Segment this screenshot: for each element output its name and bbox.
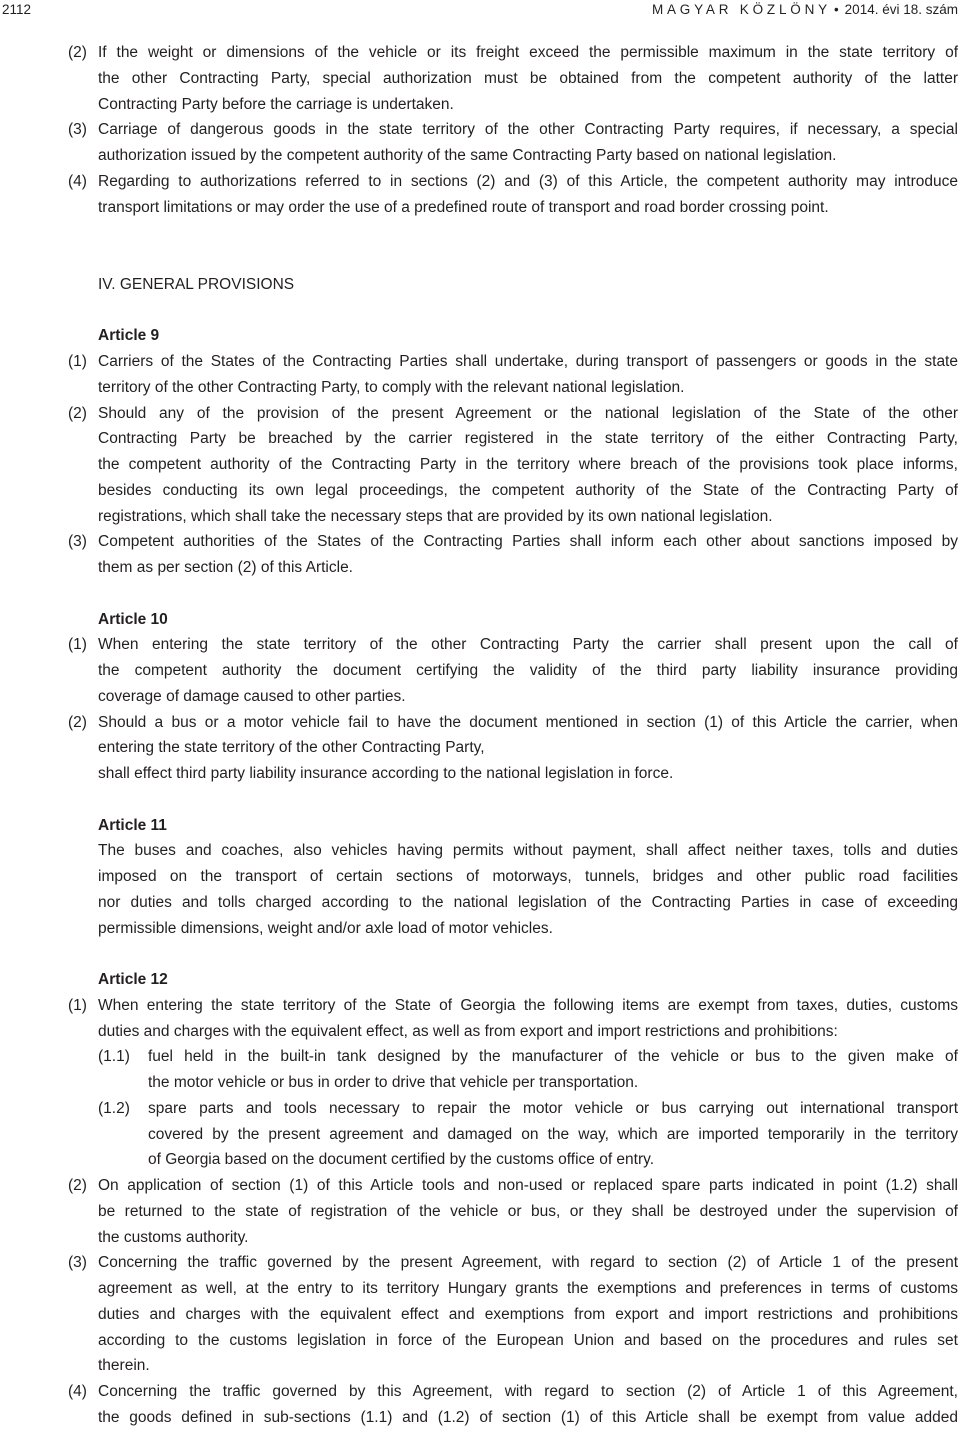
article-body [0,632,960,787]
paragraph [98,838,958,941]
paragraph-number: (1) [68,636,87,654]
text-line: Contracting Party be breached by the carrier registered in the state territory of the either Contracting Party, [98,430,958,448]
paragraph [68,117,958,169]
sub-item [98,1096,958,1173]
paragraph-number: (1) [68,353,87,370]
text-line: entering the state territory of the other Contracting Party, [98,739,485,757]
text-line: permissible dimensions, weight and/or axle load of motor vehicles. [98,919,553,937]
text-line: territory of the other Contracting Party, to comply with the relevant national legislation. [98,378,685,396]
paragraph-number: (2) [68,1177,87,1194]
text-line: besides conducting its own legal proceedings, the competent authority of the State of the Contracting Party of [98,481,958,499]
article-title: Article 12 [98,971,168,988]
text-line: Should a bus or a motor vehicle fail to have the document mentioned in section (1) of this Article the carrier, when [98,713,958,731]
text-line: Contracting Party before the carriage is undertaken. [98,95,454,113]
header-separator: • [833,2,839,17]
paragraph [68,1379,958,1431]
text-line: Regarding to authorizations referred to in sections (2) and (3) of this Article, the competent authority may introduce [98,172,958,190]
sub-item-number: (1.2) [98,1099,130,1117]
paragraph [68,529,958,581]
text-line: Concerning the traffic governed by this Agreement, with regard to section (2) of Article 1 of this Agreement, [98,1383,958,1400]
text-line: therein. [98,1357,150,1375]
article-11 [0,813,960,942]
text-line: the goods defined in sub-sections (1.1) and (1.2) of section (1) of this Article shall be exempt from value added [98,1408,958,1426]
text-line: The buses and coaches, also vehicles having permits without payment, shall affect neither taxes, tolls and duties [98,842,958,860]
text-line: Carriers of the States of the Contracting Parties shall undertake, during transport of passengers or goods in the state [98,353,958,370]
paragraph [68,349,958,401]
section-heading: IV. GENERAL PROVISIONS [98,275,295,293]
article-10 [0,607,960,787]
text-line: spare parts and tools necessary to repair the motor vehicle or bus carrying out international transport [148,1099,958,1117]
text-line: them as per section (2) of this Article. [98,559,353,576]
paragraph-number: (4) [68,1383,87,1400]
article-title: Article 11 [98,816,167,834]
text-line: When entering the state territory of the other Contracting Party the carrier shall present upon the call of [98,636,958,654]
text-line: the customs authority. [98,1228,249,1246]
text-line: be returned to the state of registration of the vehicle or bus, or they shall be destroyed under the supervision of [98,1202,958,1220]
text-line: of Georgia based on the document certified by the customs office of entry. [148,1151,655,1169]
paragraph-number: (1) [68,996,87,1014]
text-line: On application of section (1) of this Article tools and non-used or replaced spare parts indicated in point (1.2) shall [98,1177,958,1194]
text-line: agreement as well, at the entry to its territory Hungary grants the exemptions and preferences in terms of customs [98,1280,958,1297]
text-line: authorization issued by the competent authority of the same Contracting Party based on national legislation. [98,147,837,164]
page-header [0,1,960,18]
paragraph [68,632,958,709]
paragraph [68,169,958,221]
text-line: fuel held in the built-in tank designed by the manufacturer of the vehicle or bus to the given make of [148,1048,958,1066]
paragraph [68,993,958,1173]
issue-number: 2014. évi 18. szám [844,2,958,17]
paragraph [68,40,958,117]
paragraph-number: (3) [68,533,87,551]
text-line: the competent authority the document certifying the validity of the third party liability insurance providing [98,662,958,679]
text-line: covered by the present agreement and damaged on the way, which are imported temporarily in the territory [148,1125,958,1143]
paragraph-number: (2) [68,404,87,422]
text-line: Concerning the traffic governed by the present Agreement, with regard to section (2) of Article 1 of the present [98,1254,958,1272]
article-body [0,349,960,581]
text-line: duties and charges with the equivalent effect, as well as from export and import restrictions and prohibitions: [98,1022,838,1040]
article-12 [0,967,960,1431]
journal-title: MAGYAR KÖZLÖNY [651,2,831,17]
article-body [0,838,960,941]
text-line: the other Contracting Party, special authorization must be obtained from the competent authority of the latter [98,69,958,87]
sub-item [98,1044,958,1096]
article-9 [0,323,960,581]
intro-paragraphs [0,40,960,220]
paragraph-number: (2) [68,44,87,61]
paragraph-number: (4) [68,172,87,190]
text-line: imposed on the transport of certain sections of motorways, tunnels, bridges and other public road facilities [98,868,958,885]
text-line: transport limitations or may order the use of a predefined route of transport and road border crossing point. [98,198,829,216]
journal-issue-info [652,1,958,18]
paragraph [68,710,958,787]
text-line: according to the customs legislation in force of the European Union and based on the procedures and rules set [98,1331,958,1349]
page-number: 2112 [2,2,32,17]
text-line: Carriage of dangerous goods in the state territory of the other Contracting Party requires, if necessary, a special [98,121,958,139]
paragraph [68,1173,958,1250]
paragraph-number: (3) [68,121,87,139]
article-body [0,993,960,1431]
article-title: Article 10 [98,610,168,628]
sub-item-number: (1.1) [98,1048,130,1066]
document-body [0,40,960,1431]
paragraph [68,1250,958,1379]
text-line: shall effect third party liability insurance according to the national legislation in force. [98,765,674,782]
text-line: duties and charges with the equivalent effect and exemptions from export and import restrictions and prohibitions [98,1305,958,1323]
text-line: nor duties and tolls charged according to the national legislation of the Contracting Parties in case of exceeding [98,893,958,911]
article-title: Article 9 [98,327,160,345]
text-line: the motor vehicle or bus in order to drive that vehicle per transportation. [148,1074,639,1091]
text-line: coverage of damage caused to other parties. [98,687,406,705]
text-line: Should any of the provision of the present Agreement or the national legislation of the State of the other [98,404,958,422]
paragraph [68,401,958,530]
text-line: registrations, which shall take the necessary steps that are provided by its own national legislation. [98,507,773,525]
paragraph-number: (3) [68,1254,87,1272]
text-line: Competent authorities of the States of the Contracting Parties shall inform each other about sanctions imposed by [98,533,958,551]
paragraph-number: (2) [68,713,87,731]
text-line: the competent authority of the Contracting Party in the territory where breach of the provisions took place informs, [98,456,958,473]
text-line: If the weight or dimensions of the vehicle or its freight exceed the permissible maximum in the state territory of [98,44,958,61]
text-line: When entering the state territory of the State of Georgia the following items are exempt from taxes, duties, customs [98,996,958,1014]
